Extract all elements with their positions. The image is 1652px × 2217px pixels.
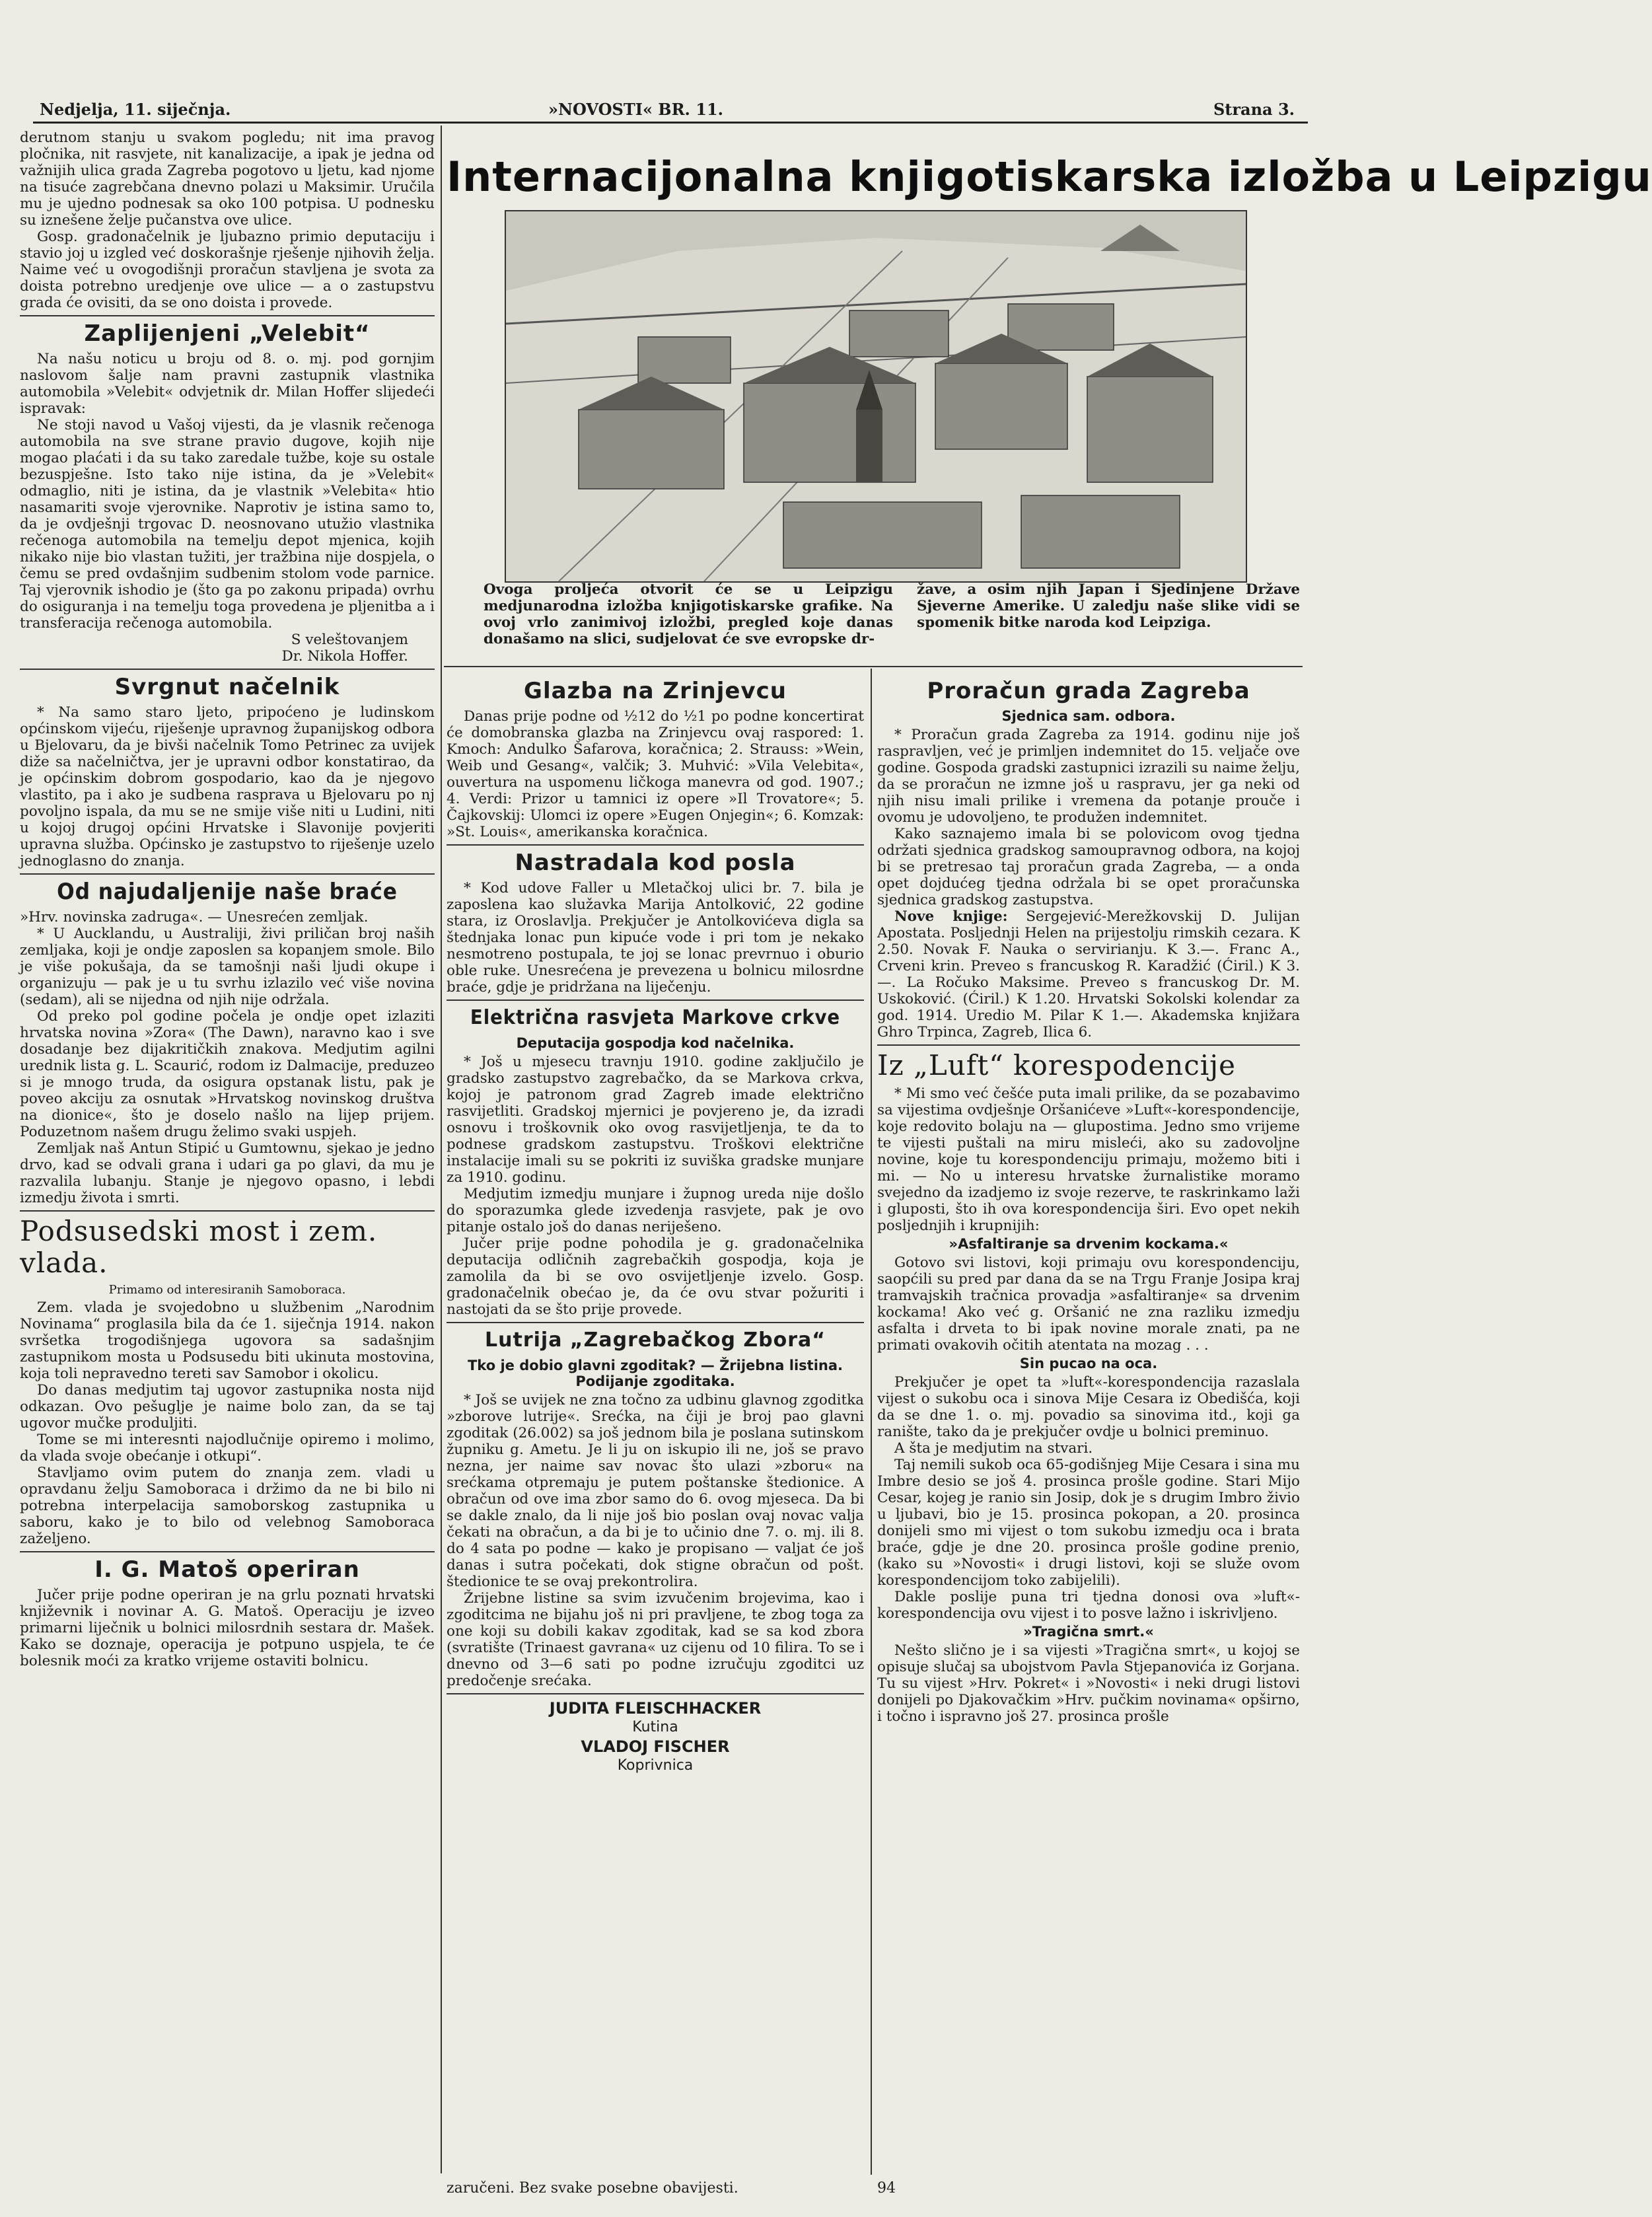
exhibition-birdseye-drawing bbox=[506, 211, 1246, 581]
article-paragraph: Nešto slično je i sa vijesti »Tragična smrt«, u kojoj se opisuje slučaj sa ubojstvom Pavla Stjepanovića iz Gorjana. Tu su vijest »Hrv. Pokret« i »Novosti« i neki drugi listovi donijeli po Djakovačkim »Hrv. pučkim novinama« opširno, i točno i ispravno još 27. prosinca prošle bbox=[877, 1642, 1300, 1725]
article-paragraph: Kako saznajemo imala bi se polovicom ovog tjedna održati sjednica gradskog samoupravnog odbora, na kojoj bi se pretresao taj proračun grada Zagreba, — a onda opet dojdućeg tjedna održala bi se opet proračunska sjednica gradskog zastupstva. bbox=[877, 826, 1300, 908]
headline-nacelnik: Svrgnut načelnik bbox=[114, 674, 340, 700]
page-header bbox=[33, 98, 1308, 124]
article-paragraph: Jučer prije podne pohodila je g. gradonačelnika deputacija odličnih zagrebačkih gospodja, koja je zamolila da bi se ovo osvijetljenje izvelo. Gosp. gradonačelnik obećao je, da će ovu stvar požuriti i nastojati da se što prije provede. bbox=[447, 1235, 864, 1318]
headline-matos: I. G. Matoš operiran bbox=[94, 1556, 360, 1583]
article-paragraph: * Proračun grada Zagreba za 1914. godinu nije još raspravljen, već je primljen indemnitet do 15. veljače ove godine. Gospoda gradski zastupnici izrazili su naime želju, da se proračun ne izmne još u raspravu, jer ga neki od njih nisu imali prilike i vremena da potanje prouče i ovomu je udovoljeno, te produžen indemnitet. bbox=[877, 727, 1300, 826]
illustration-caption-right bbox=[917, 581, 1300, 631]
headline-brace: Od najudaljenije naše braće bbox=[57, 879, 398, 905]
rule bbox=[20, 1551, 435, 1552]
section-rule bbox=[444, 666, 1303, 667]
signature: Dr. Nikola Hoffer. bbox=[281, 648, 408, 665]
article-paragraph: Na našu noticu u broju od 8. o. mj. pod gornjim naslovom šalje nam pravni zastupnik vlastnika automobila »Velebit« odvjetnik dr. Milan Hoffer slijedeći ispravak: bbox=[20, 351, 435, 417]
article-paragraph: Do danas medjutim taj ugovor zastupnika nosta nijd odkazan. Ovo pešuglje je naime bolo zan, da se taj ugovor mučke produljiti. bbox=[20, 1382, 435, 1432]
article-paragraph: Zemljak naš Antun Stipić u Gumtownu, sjekao je jedno drvo, kad se odvali grana i udari ga po glavi, da mu je razvalila lubanju. Stanje je njegovo opasno, i lebdi izmedju života i smrti. bbox=[20, 1140, 435, 1206]
rule bbox=[447, 999, 864, 1001]
article-paragraph: A šta je medjutim na stvari. bbox=[894, 1440, 1093, 1457]
subheadline: »Tragična smrt.« bbox=[1023, 1624, 1154, 1640]
notice-name: VLADOJ FISCHER bbox=[581, 1737, 730, 1756]
headline-nastradala: Nastradala kod posla bbox=[515, 850, 796, 876]
rule bbox=[20, 1210, 435, 1212]
headline-velebit: Zaplijenjeni „Velebit“ bbox=[84, 320, 371, 347]
column-divider bbox=[871, 669, 872, 2175]
header-page-number: Strana 3. bbox=[1213, 100, 1295, 119]
article-paragraph: Jučer prije podne operiran je na grlu poznati hrvatski književnik i novinar A. G. Matoš. Operaciju je izveo primarni liječnik u bolnici milosrdnih sestara dr. Mašek. Kako se doznaje, operacija je potpuno uspjela, te će bolesnik moći za kratko vrijeme ostaviti bolnicu. bbox=[20, 1587, 435, 1669]
subheadline: Sjednica sam. odbora. bbox=[1001, 708, 1176, 724]
article-paragraph: Ne stoji navod u Vašoj vijesti, da je vlasnik rečenoga automobila na sve strane pravio dugove, kojih nije mogao plaćati i da su tako zaredale tužbe, koje su ostale bezuspješne. Isto tako nije istina, da je »Velebit« odmaglio, niti je istina, da je vlastnik »Velebita« htio nasamariti svoje vjerovnike. Naprotiv je istina samo to, da je ovdješnji trgovac D. neosnovano utužio vlastnika rečenoga automobila na temelju depot mjenica, kojih nikako nije bio vlastan tužiti, jer tražbina nije dospjela, o čemu se pred ovdašnjim sudbenim stolom vode parnice. Taj vjerovnik ishodio je (što ga po zakonu pripada) ovrhu do osiguranja i na temelju toga provedena je pljenitba a i transferacija rečenoga automobila. bbox=[20, 417, 435, 632]
article-paragraph bbox=[877, 908, 1300, 1040]
article-paragraph: Gotovo svi listovi, koji primaju ovu korespondenciju, saopćili su pred par dana da se na Trgu Franje Josipa kraj tramvajskih tračnica provadja »asfaltiranje« sa drvenim kockama! Ako već g. Oršanić ne zna razliku izmedju asfalta i drveta to bi ipak novine morale znati, pa ne primati ovakovih očitih atentata na mozag . . . bbox=[877, 1254, 1300, 1354]
column-right bbox=[877, 674, 1300, 2200]
column-left bbox=[20, 129, 435, 2204]
rule bbox=[877, 1044, 1300, 1046]
subheadline: Tko je dobio glavni zgoditak? — Žrijebna listina. Podijanje zgoditaka. bbox=[467, 1358, 843, 1389]
subheadline: Deputacija gospodja kod načelnika. bbox=[516, 1035, 795, 1051]
headline-most: Podsusedski most i zem. vlada. bbox=[20, 1215, 378, 1279]
notice-place: Kutina bbox=[632, 1719, 678, 1735]
article-paragraph: * U Aucklandu, u Australiji, živi priličan broj naših zemljaka, koji je ondje zaposlen sa kopanjem smole. Bilo je više pokušaja, da se tamošnji naši ljudi okupe i organizuju — pak je u tu svrhu izlazilo već više novina (sedam), ali se nijedna od njih nije održala. bbox=[20, 926, 435, 1008]
rule bbox=[20, 315, 435, 316]
caption-text: Ovoga proljeća otvorit će se u Leipzigu medjunarodna izložba knjigotiskarske grafike. Na ovoj vrlo zanimivoj izložbi, pregled koje danas donašamo na slici, sudjelovat će sve evropske dr- bbox=[484, 581, 893, 647]
books-label: Nove knjige: bbox=[894, 908, 1008, 925]
rule bbox=[447, 1322, 864, 1323]
subheadline: »Asfaltiranje sa drvenim kockama.« bbox=[949, 1236, 1229, 1252]
article-paragraph: Žrijebne listine sa svim izvučenim brojevima, kao i zgoditcima ne bijahu još ni pri pravljene, te zbog toga za one koji su dobili kakav zgoditak, kad se sa kod zbora (svratište (Trinaest gavrana« uz cijenu od 10 filira. To se i dnevno od 3—6 sati po podne izručuju zgoditci uz predočenje srećaka. bbox=[447, 1590, 864, 1689]
feature-banner: Internacijonalna knjigotiskarska izložba u Leipzigu bbox=[447, 153, 1652, 201]
rule bbox=[20, 669, 435, 670]
illustration-caption-left bbox=[484, 581, 893, 647]
article-paragraph: Dakle poslije puna tri tjedna donosi ova »luft«-korespondencija ovu vijest i to posve lažno i iskrivljeno. bbox=[877, 1589, 1300, 1622]
header-masthead: »NOVOSTI« BR. 11. bbox=[548, 100, 723, 119]
article-paragraph: * Na samo staro ljeto, pripoćeno je ludinskom općinskom vijeću, riješenje upravnog županijskog odbora u Bjelovaru, da je bivši načelnik Tomo Petrinec za uvijek diže sa načelničtva, jer je upravni odbor konstatirao, da je općinskim dobrom gospodario, kao da je njegovo vlastito, pa i ako je sudbena rasprava u Bjelovaru po nj povoljno ispala, da mu se ne smije više niti u Ludini, niti u kojoj drugoj općini Hrvatske i Slavonije povjeriti upravna služba. Općinsko je zastupstvo to riješenje uzelo jednoglasno do znanja. bbox=[20, 704, 435, 869]
headline-rasvjeta: Električna rasvjeta Markove crkve bbox=[470, 1006, 841, 1029]
article-paragraph: Stavljamo ovim putem do znanja zem. vladi u opravdanu želju Samoboraca i držimo da ne bi bilo ni potrebna interpelacija samoborskog zastupnika u saboru, kako je to bilo od velebnog Samoboraca zaželjeno. bbox=[20, 1465, 435, 1547]
article-intro-paragraph: derutnom stanju u svakom pogledu; nit ima pravog pločnika, nit rasvjete, nit kanalizacije, a ipak je jedna od važnijih ulica grada Zagreba pogotovo u ljetu, kad njome na tisuće zagrebčana dnevno polazi u Maksimir. Uručila mu je ujedno podnesak sa oko 100 potpisa. U podnesku su iznešene želje pučanstva ove ulice. bbox=[20, 129, 435, 229]
headline-glazba: Glazba na Zrinjevcu bbox=[524, 678, 787, 704]
column-middle bbox=[447, 674, 864, 2177]
books-list: Sergejević-Merežkovskij D. Julijan Apostata. Posljednji Helen na prijestolju rimskih cezara. K 2.50. Novak F. Nauka o servirianju. K 3.—. Franc A., Crveni krin. Preveo s francuskog R. Karadžić (Ćiril.) K 3.—. La Ročuko Maksime. Preveo s francuskog Dr. M. Uskoković. (Ćiril.) K 1.20. Hrvatski Sokolski kolendar za god. 1914. Uredio M. Pilar K 1.—. Akademska knjižara Ghro Trpinca, Zagreb, Ilica 6. bbox=[877, 908, 1300, 1040]
article-paragraph: Tome se mi interesnti najodlučnije opiremo i molimo, da vlada svoje obećanje i otkupi“. bbox=[20, 1432, 435, 1465]
notice-number: 94 bbox=[877, 2180, 896, 2197]
headline-lutrija: Lutrija „Zagrebačkog Zbora“ bbox=[485, 1328, 826, 1352]
rule bbox=[447, 1693, 864, 1694]
notice-name: JUDITA FLEISCHHACKER bbox=[549, 1699, 762, 1718]
exhibition-illustration bbox=[505, 210, 1247, 583]
closing-line: S veleštovanjem bbox=[291, 632, 408, 648]
article-paragraph: Taj nemili sukob oca 65-godišnjeg Mije Cesara i sina mu Imbre desio se još 4. prosinca prošle godine. Stari Mijo Cesar, kojeg je ranio sin Josip, dok je s drugim Imbro živio u ljubavi, bio je 15. prosinca pokopan, a 20. prosinca donijeli smo mi vijest o tom sukobu izmedju oca i brata braće, gdje je dne 20. prosinca prošle godine prenio, (kako su »Novosti« i drugi listovi, koji se služe ovom korespondencijom toko zabijelili). bbox=[877, 1457, 1300, 1589]
subheadline: Sin pucao na oca. bbox=[1019, 1356, 1158, 1371]
notice-line: zaručeni. Bez svake posebne obavijesti. bbox=[447, 2180, 738, 2197]
article-paragraph: * Još se uvijek ne zna točno za udbinu glavnog zgoditka »zborove lutrije«. Srećka, na čiji je broj pao glavni zgoditak (26.002) sa još jednom bila je poslana sutinskom župniku g. Ametu. Je li ju on iskupio ili ne, još se pravo nezna, jer naime sav novac što ulazi »zboru« na srećkama otpremaju je putem poštanske štedionice. A obračun od ove ima zbor samo do 6. ovog mjeseca. Da bi se dakle znalo, da li nije još bio poslan ovaj novac valja čekati na obračun, a da bi je to učinio dne 7. o. mj. ili 8. do 4 sata po podne — kako je propisano — valjat će još danas i sutra počekati, dok stigne obračun od pošt. štedionice te se ovaj prekontrolira. bbox=[447, 1392, 864, 1590]
article-intro-paragraph: Gosp. gradonačelnik je ljubazno primio deputaciju i stavio joj u izgled već doskorašnje rješenje njihovih želja. Naime već u ovogodišnji proračun stavljena je svota za doista potrebno uredjenje ove ulice — a o zastupstvu grada će ovisiti, da se ono doista i provede. bbox=[20, 229, 435, 311]
article-paragraph: Od preko pol godine počela je ondje opet izlaziti hrvatska novina »Zora« (The Dawn), naravno kao i sve dosadanje bez dijakritičkih znakova. Medjutim agilni urednik lista g. L. Scaurić, rodom iz Dalmacije, preduzeo si je mnogo truda, da osigura opstanak listu, pak je poveo akciju za osnutak »Hrvatskog novinskog društva na dionice«, što je doselo našlo na lijep prijem. Poduzetnom našem drugu želimo svaki uspjeh. bbox=[20, 1008, 435, 1140]
caption-text: žave, a osim njih Japan i Sjedinjene Države Sjeverne Amerike. U zaledju naše slike vidi se spomenik bitke naroda kod Leipziga. bbox=[917, 581, 1300, 631]
article-paragraph: Medjutim izmedju munjare i župnog ureda nije došlo do sporazumka glede izvedenja rasvjete, pak je ovo pitanje ostalo još do danas neriješeno. bbox=[447, 1186, 864, 1235]
article-paragraph: * Mi smo već češće puta imali prilike, da se pozabavimo sa vijestima ovdješnje Oršanićeve »Luft«-korespondencije, koje redovito bolaju na — glupostima. Jedno smo vrijeme te vijesti puštali na miru misleći, ako su zadovoljne novine, koje tu korespondenciju primaju, možemo biti i mi. — No u interesu hrvatske žurnalistike moramo svejedno da izadjemo iz svoje rezerve, te raskrinkamo laži i gluposti, što ih ova korespondencija širi. Evo opet nekih posljednjih i krupnijih: bbox=[877, 1085, 1300, 1234]
headline-luft: Iz „Luft“ korespodencije bbox=[877, 1049, 1237, 1081]
article-paragraph: Zem. vlada je svojedobno u službenim „Narodnim Novinama“ proglasila bila da će 1. siječnja 1914. nakon svršetka trogodišnjega ugovora sa sadašnjim zastupnikom mosta u Podsusedu biti ukinuta mostovina, koja toli nepravedno tereti sav Samobor i okolicu. bbox=[20, 1299, 435, 1382]
header-date: Nedjelja, 11. siječnja. bbox=[40, 100, 231, 119]
engagement-notice bbox=[447, 1698, 864, 1775]
rule bbox=[20, 873, 435, 875]
article-paragraph: Prekjučer je opet ta »luft«-korespondencija razaslala vijest o sukobu oca i sinova Mije Cesara iz Obedišća, koji da se dne 1. o. mj. povadio sa sinovima itd., koji ga ranište, tako da je prekjučer ovdje u bolnici preminuo. bbox=[877, 1374, 1300, 1440]
headline-proracun: Proračun grada Zagreba bbox=[927, 678, 1250, 704]
article-paragraph: * Kod udove Faller u Mletačkoj ulici br. 7. bila je zaposlena kao služavka Marija Antolković, 22 godine stara, iz Oroslavlja. Prekjučer je Antolkovićeva digla sa štednjaka lonac pun kipuće vode i pri tom je nekako nesmotreno postupala, te joj se lonac prevrnuo i oburio oble ruke. Unesrećena je prevezena u bolnicu milosrdne braće, gdje je pridržana na liječenju. bbox=[447, 880, 864, 996]
article-paragraph: Danas prije podne od ½12 do ½1 po podne koncertirat će domobranska glazba na Zrinjevcu ovaj raspored: 1. Kmoch: Andulko Šafarova, koračnica; 2. Strauss: »Wein, Weib und Gesang«, valčik; 3. Muhvić: »Vila Velebita«, ouvertura na uspomenu ličkoga manevra od god. 1907.; 4. Verdi: Prizor u tamnici iz opere »Il Trovatore«; 5. Čajkovskij: Ulomci iz opere »Eugen Onjegin«; 6. Komzak: »St. Louis«, amerikanska koračnica. bbox=[447, 708, 864, 840]
rule bbox=[447, 844, 864, 846]
article-paragraph: * Još u mjesecu travnju 1910. godine zaključilo je gradsko zastupstvo zagrebačko, da se Markova crkva, kojoj je patronom grad Zagreb imade električno rasvijetliti. Gradskoj mjernici je povjereno je, da izradi osnovu i troškovnik oko ovog rasvijetljenja, te da to podnese gradskom zastupstvu. Troškovi električne instalacije imali su se pokriti iz suviška gradske munjare za 1910. godinu. bbox=[447, 1054, 864, 1186]
article-paragraph: »Hrv. novinska zadruga«. — Unesrećen zemljak. bbox=[20, 909, 369, 926]
subheadline: Primamo od interesiranih Samoboraca. bbox=[108, 1283, 346, 1297]
notice-footer bbox=[447, 2180, 896, 2197]
notice-place: Koprivnica bbox=[617, 1757, 694, 1774]
column-divider bbox=[441, 126, 442, 2173]
